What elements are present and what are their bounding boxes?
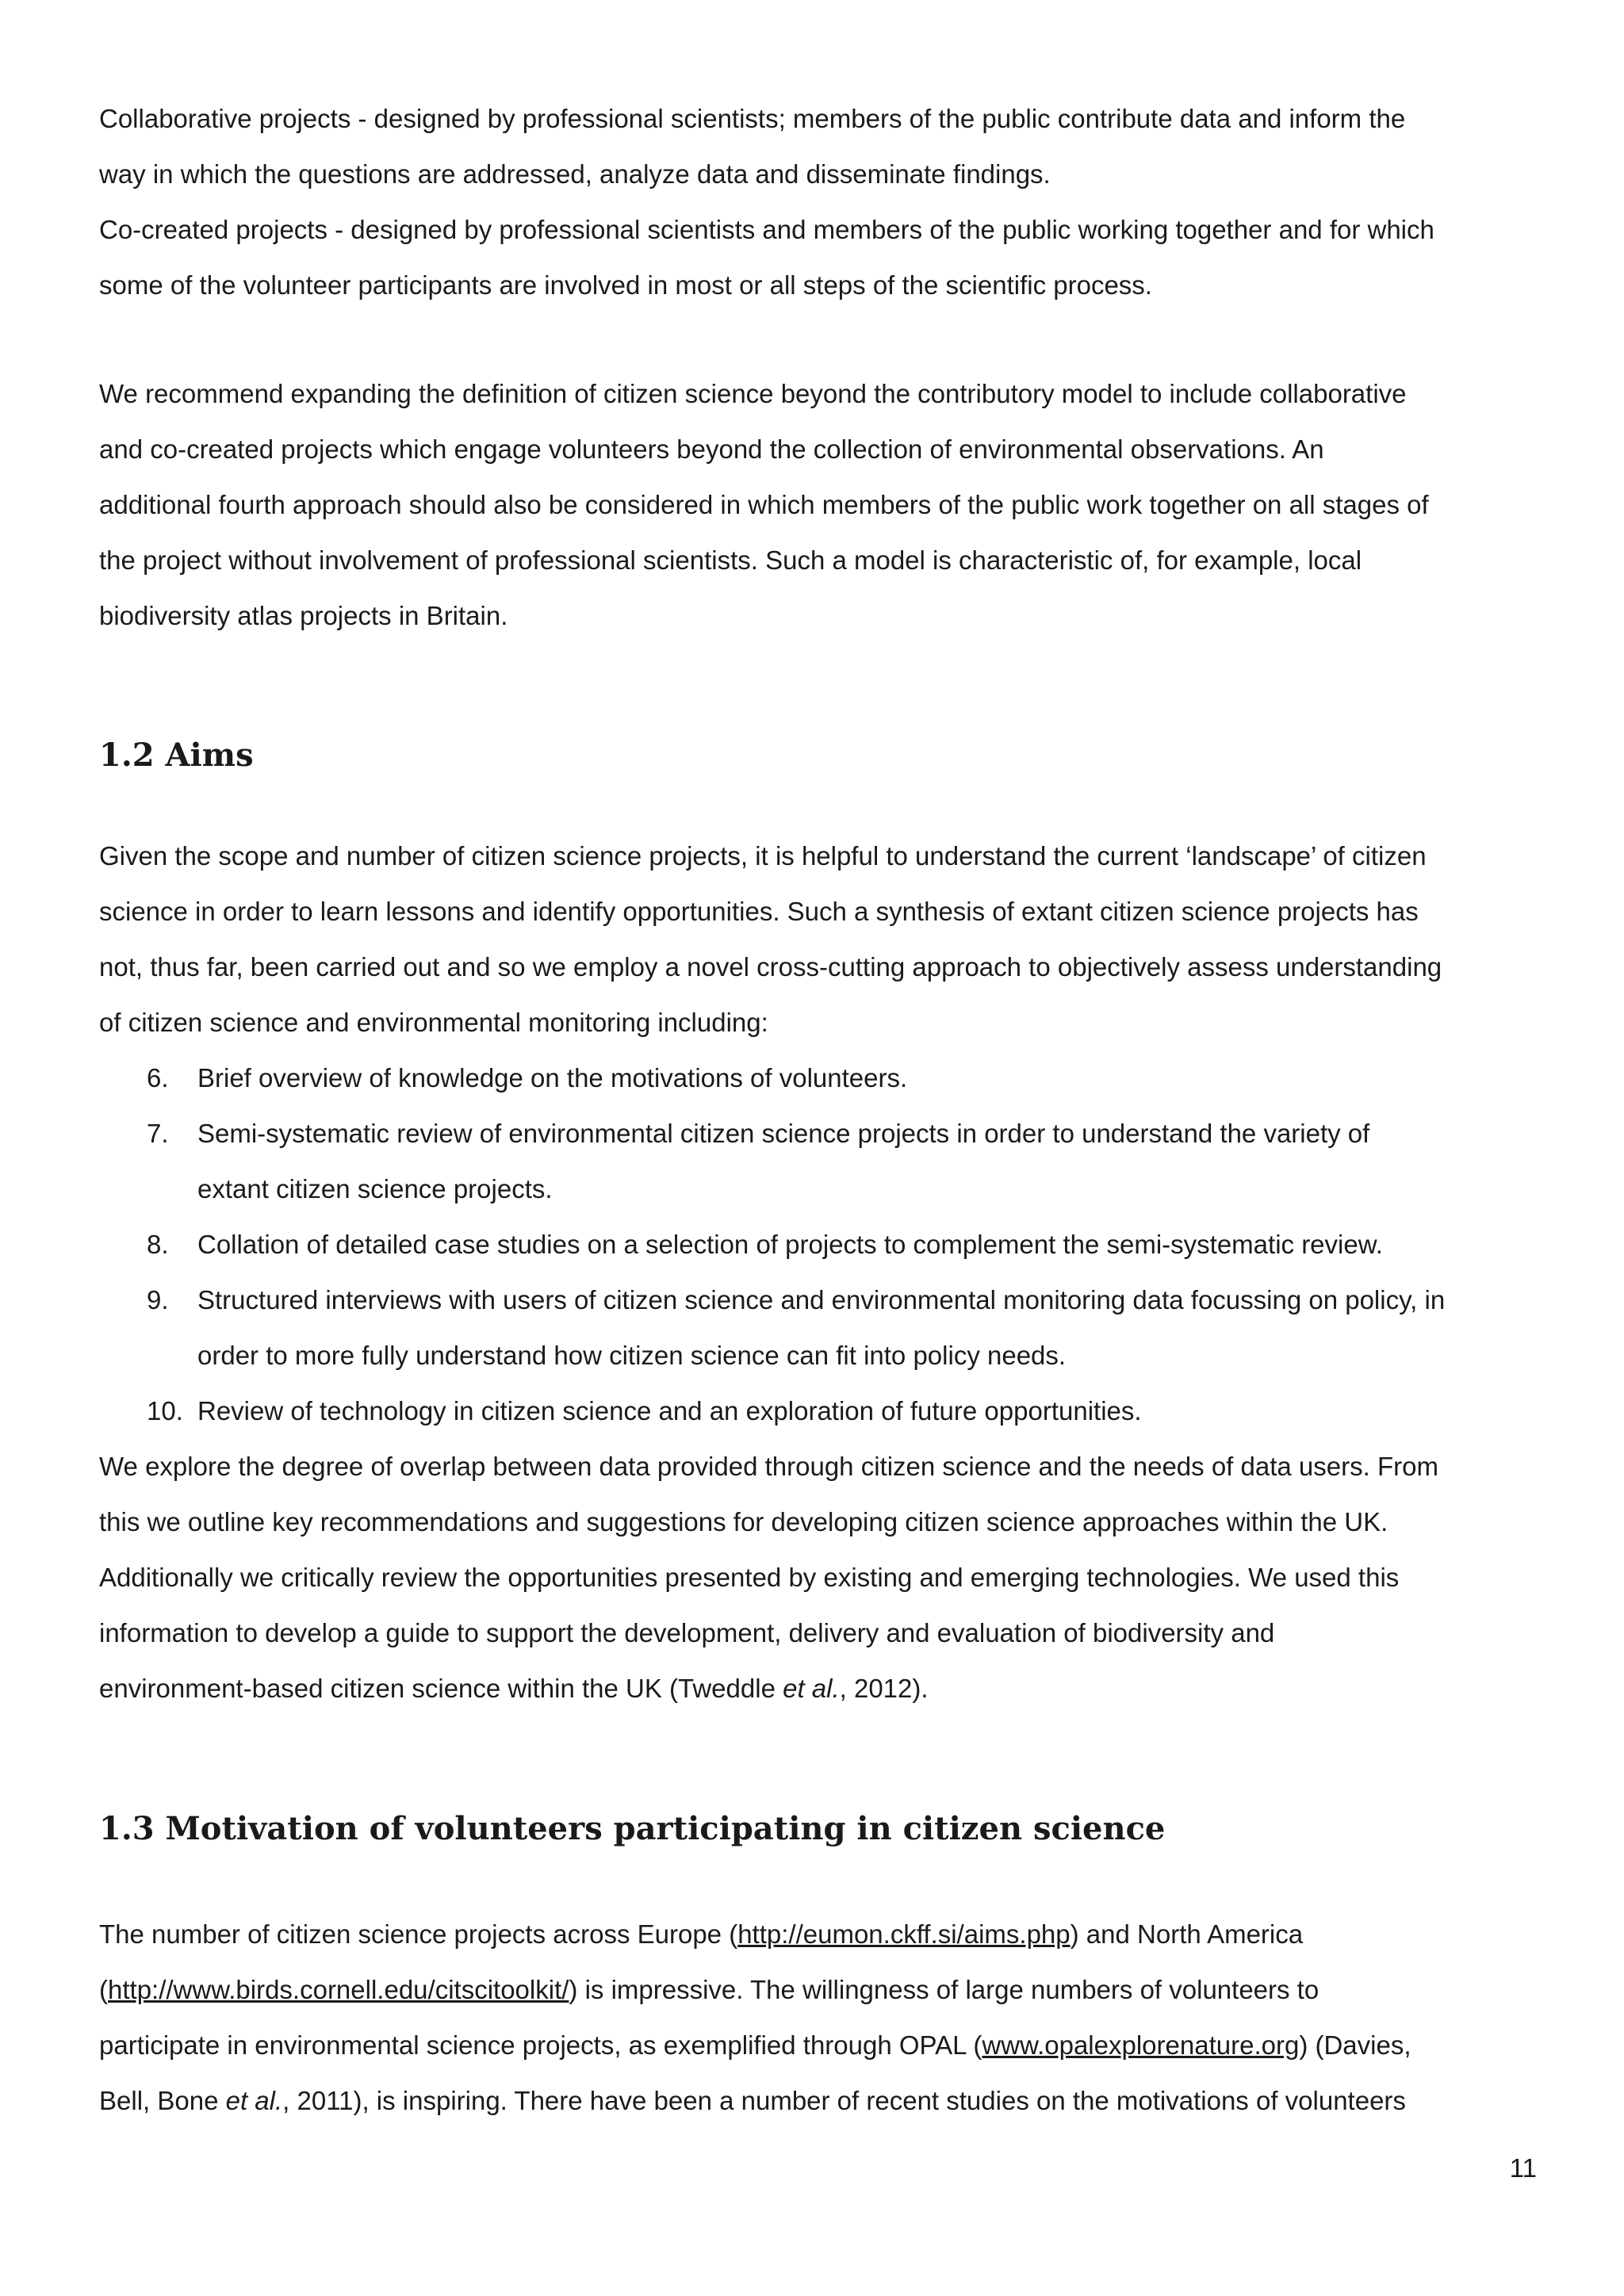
text-line: Brief overview of knowledge on the motivations of volunteers. — [197, 1063, 908, 1093]
text-line — [99, 1661, 1534, 1716]
eumon-link[interactable]: http://eumon.ckff.si/aims.php — [737, 1919, 1071, 1949]
text-span: ) and North America — [1070, 1919, 1304, 1949]
page-number: 11 — [1509, 2153, 1537, 2183]
text-line: additional fourth approach should also be considered in which members of the public work together on all stages of — [99, 490, 1429, 519]
text-line: Co-created projects - designed by professional scientists and members of the public working together and for which — [99, 215, 1434, 244]
text-line: order to more fully understand how citizen science can fit into policy needs. — [197, 1341, 1067, 1370]
text-line: of citizen science and environmental monitoring including: — [99, 1008, 768, 1037]
list-number: 8. — [147, 1230, 169, 1259]
section-heading-motivation: 1.3 Motivation of volunteers participating in citizen science — [99, 1810, 1166, 1847]
text-line: Review of technology in citizen science and an exploration of future opportunities. — [197, 1396, 1142, 1425]
text-span: ( — [99, 1975, 108, 2004]
text-line: way in which the questions are addressed, analyze data and disseminate findings. — [99, 159, 1051, 189]
list-item — [99, 1050, 1534, 1106]
text-span: participate in environmental science projects, as exemplified through OPAL ( — [99, 2030, 982, 2060]
text-line: We explore the degree of overlap between data provided through citizen science and the needs of data users. From — [99, 1452, 1438, 1481]
text-line — [99, 2018, 1534, 2073]
text-line: Given the scope and number of citizen science projects, it is helpful to understand the current ‘landscape’ of citizen — [99, 841, 1427, 871]
text-line: the project without involvement of professional scientists. Such a model is characteristic of, for example, local — [99, 545, 1362, 575]
text-line: extant citizen science projects. — [197, 1174, 553, 1203]
text-line — [99, 1962, 1534, 2018]
text-span: The number of citizen science projects across Europe ( — [99, 1919, 738, 1949]
text-line: not, thus far, been carried out and so we employ a novel cross-cutting approach to objectively assess understanding — [99, 952, 1442, 982]
aims-list — [99, 1050, 1534, 1439]
aims-closing-paragraph — [99, 1439, 1534, 1716]
text-line: We recommend expanding the definition of citizen science beyond the contributory model to include collaborative — [99, 379, 1407, 408]
collaborative-paragraph — [99, 91, 1534, 313]
text-span: , 2011), is inspiring. There have been a number of recent studies on the motivations of volunteers — [282, 2086, 1406, 2115]
text-span: Bell, Bone — [99, 2086, 226, 2115]
list-item — [99, 1383, 1534, 1439]
text-span: ) is impressive. The willingness of large numbers of volunteers to — [569, 1975, 1320, 2004]
text-line: science in order to learn lessons and identify opportunities. Such a synthesis of extant citizen science projects has — [99, 897, 1419, 926]
cornell-link[interactable]: http://www.birds.cornell.edu/citscitoolkit/ — [108, 1975, 569, 2004]
text-line: Additionally we critically review the opportunities presented by existing and emerging technologies. We used this — [99, 1563, 1400, 1592]
text-span: ) (Davies, — [1299, 2030, 1411, 2060]
text-line — [99, 1907, 1534, 1962]
text-span: environment-based citizen science within the UK (Tweddle — [99, 1674, 783, 1703]
text-line: Collation of detailed case studies on a selection of projects to complement the semi-systematic review. — [197, 1230, 1383, 1259]
list-item — [99, 1217, 1534, 1272]
text-span: , 2012). — [839, 1674, 929, 1703]
text-line: this we outline key recommendations and suggestions for developing citizen science approaches within the UK. — [99, 1507, 1388, 1536]
text-line: and co-created projects which engage volunteers beyond the collection of environmental observations. An — [99, 434, 1324, 464]
text-line: Structured interviews with users of citizen science and environmental monitoring data focussing on policy, in — [197, 1285, 1446, 1314]
recommendation-paragraph — [99, 366, 1534, 644]
motivation-paragraph — [99, 1907, 1534, 2129]
italic-text: et al. — [225, 2086, 283, 2115]
list-item — [99, 1106, 1534, 1217]
text-line — [99, 2073, 1534, 2129]
opal-link[interactable]: www.opalexplorenature.org — [982, 2030, 1300, 2060]
text-line: Semi-systematic review of environmental citizen science projects in order to understand the variety of — [197, 1119, 1370, 1148]
text-line: information to develop a guide to support the development, delivery and evaluation of biodiversity and — [99, 1618, 1275, 1647]
aims-intro-paragraph — [99, 828, 1534, 1050]
section-heading-aims: 1.2 Aims — [99, 737, 254, 774]
list-number: 9. — [147, 1285, 169, 1314]
list-number: 6. — [147, 1063, 169, 1093]
text-line: biodiversity atlas projects in Britain. — [99, 601, 508, 630]
text-line: Collaborative projects - designed by professional scientists; members of the public contribute data and inform the — [99, 104, 1406, 133]
list-item — [99, 1272, 1534, 1383]
italic-text: et al. — [783, 1674, 840, 1703]
text-line: some of the volunteer participants are involved in most or all steps of the scientific process. — [99, 270, 1152, 300]
list-number: 10. — [147, 1396, 183, 1425]
list-number: 7. — [147, 1119, 169, 1148]
